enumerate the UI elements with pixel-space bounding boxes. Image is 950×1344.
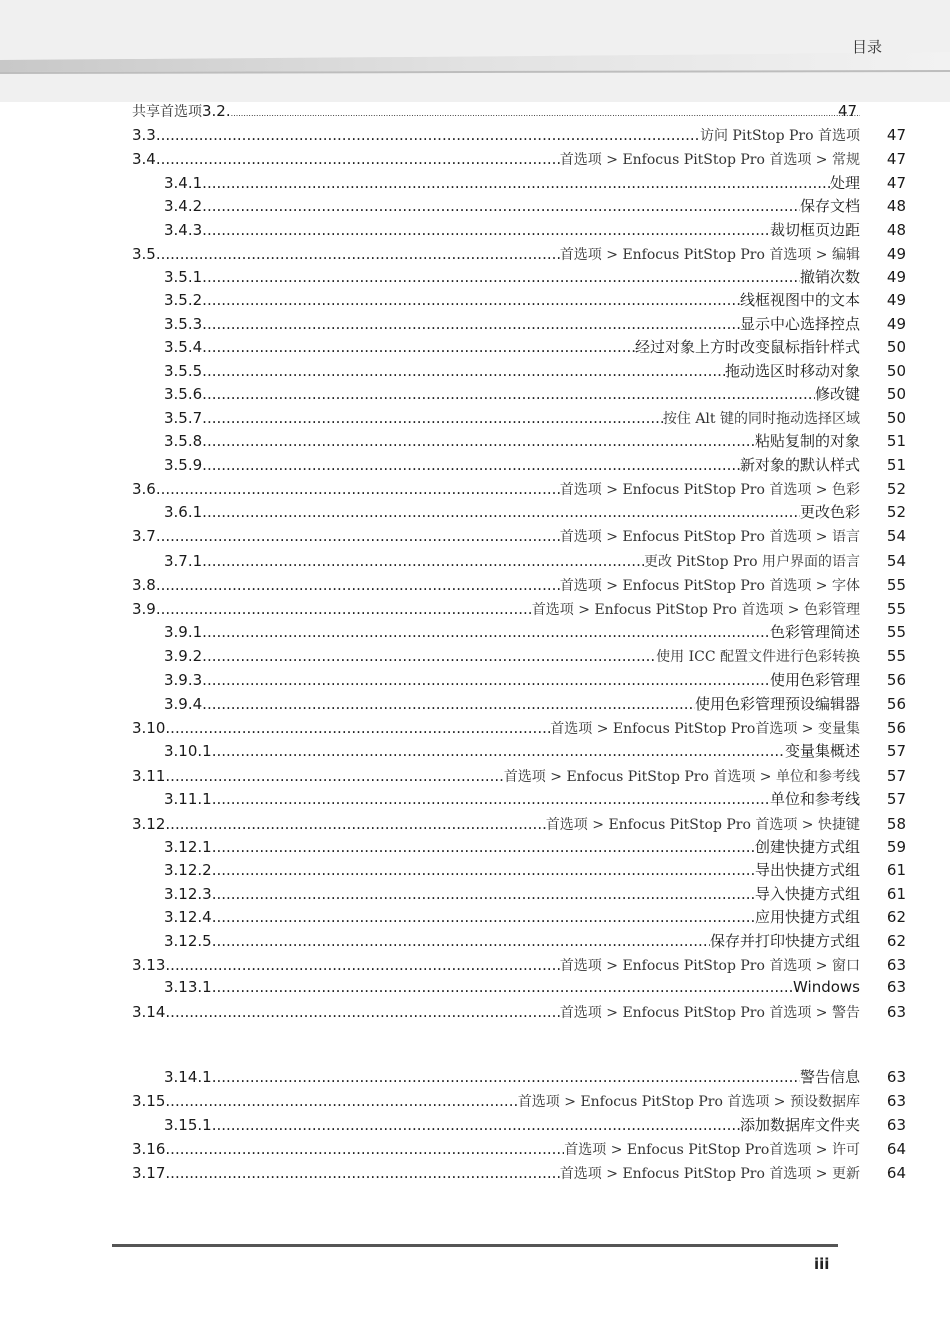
- toc-entry-title: 使用 ICC 配置文件进行色彩转换: [656, 649, 860, 665]
- toc-entry-title: 更改 PitStop Pro 用户界面的语言: [643, 554, 860, 570]
- toc-entry[interactable]: [164, 430, 860, 452]
- toc-entry-number: 3.6.1.: [164, 503, 207, 521]
- toc-entry-title: 保存文档: [799, 197, 860, 215]
- toc-leader-dots: [207, 383, 815, 405]
- toc-entry-title: 首选项 > Enfocus PitStop Pro 首选项 > 快捷键: [545, 817, 860, 833]
- toc-entry-page: 47: [838, 102, 858, 120]
- toc-entry-title: 首选项 > Enfocus PitStop Pro 首选项 > 语言: [559, 529, 860, 545]
- toc-entry-page: 55: [886, 623, 906, 641]
- toc-entry-number: 3.11.: [132, 767, 171, 785]
- toc-entry-number: 3.9.3.: [164, 671, 207, 689]
- toc-leader-dots: [216, 930, 710, 952]
- toc-entry-page: 64: [886, 1140, 906, 1158]
- toc-entry-title: 处理: [829, 174, 860, 192]
- toc-entry-number: 3.15.: [132, 1092, 171, 1110]
- toc-entry-title: 色彩管理简述: [769, 623, 860, 641]
- toc-leader-dots: [216, 740, 785, 762]
- toc-leader-dots: [170, 954, 560, 976]
- toc-entry-title: 保存并打印快捷方式组: [709, 932, 860, 950]
- toc-entry-number: 3.7.: [132, 527, 161, 545]
- toc-entry-number: 3.3.: [132, 126, 161, 144]
- toc-leader-dots: [207, 313, 740, 335]
- header-title: 目录: [851, 38, 882, 56]
- toc-leader-dots: [207, 454, 740, 476]
- toc-leader-dots: [161, 525, 560, 547]
- toc-entry[interactable]: [164, 219, 860, 241]
- toc-entry-title: 首选项 > Enfocus PitStop Pro 首选项 > 色彩管理: [531, 602, 860, 618]
- toc-entry[interactable]: [164, 195, 860, 217]
- toc-entry-number: 3.2.: [202, 102, 231, 120]
- toc-entry-number: 3.9.1.: [164, 623, 207, 641]
- footer-page-number: iii: [814, 1255, 830, 1273]
- toc-entry-title: 粘贴复制的对象: [754, 432, 860, 450]
- toc-entry[interactable]: [164, 930, 860, 952]
- toc-entry[interactable]: [164, 859, 860, 881]
- toc-entry-title: 使用色彩管理: [769, 671, 860, 689]
- toc-entry-page: 48: [886, 221, 906, 239]
- toc-leader-dots: [170, 1138, 564, 1160]
- toc-entry-number: 3.5.: [132, 245, 161, 263]
- toc-entry[interactable]: [132, 478, 860, 500]
- toc-entry-page: 64: [886, 1164, 906, 1182]
- toc-leader-dots: [161, 478, 560, 500]
- toc-entry[interactable]: [164, 836, 860, 858]
- toc-leader-dots: [207, 360, 725, 382]
- toc-entry-number: 3.12.4.: [164, 908, 217, 926]
- toc-entry-number: 3.7.1.: [164, 552, 207, 570]
- toc-entry[interactable]: [132, 717, 860, 739]
- toc-entry-number: 3.4.: [132, 150, 161, 168]
- toc-entry[interactable]: [132, 148, 860, 170]
- toc-entry-number: 3.5.6.: [164, 385, 207, 403]
- toc-entry-title: 首选项 > Enfocus PitStop Pro首选项 > 许可: [564, 1142, 860, 1158]
- toc-entry-page: 58: [886, 815, 906, 833]
- toc-entry-number: 3.11.1.: [164, 790, 217, 808]
- toc-leader-dots: [207, 669, 770, 691]
- toc-entry-title: 修改键: [814, 385, 860, 403]
- toc-entry-title: 应用快捷方式组: [754, 908, 860, 926]
- toc-entry-number: 3.14.1.: [164, 1068, 217, 1086]
- toc-entry-number: 3.9.2.: [164, 647, 207, 665]
- toc-entry-title: 首选项 > Enfocus PitStop Pro 首选项 > 常规: [559, 152, 860, 168]
- toc-entry-page: 63: [886, 1116, 906, 1134]
- toc-entry-page: 63: [886, 1068, 906, 1086]
- toc-leader-dots: [170, 813, 546, 835]
- toc-leader-dots: [170, 1090, 518, 1112]
- toc-entry[interactable]: [132, 1001, 860, 1023]
- toc-entry-title: 撤销次数: [799, 268, 860, 286]
- toc-entry-number: 3.10.: [132, 719, 171, 737]
- toc-entry-page: 54: [886, 527, 906, 545]
- toc-entry-page: 47: [886, 150, 906, 168]
- toc-entry-title: 首选项 > Enfocus PitStop Pro 首选项 > 预设数据库: [517, 1094, 860, 1110]
- toc-entry-page: 57: [886, 767, 906, 785]
- toc-entry[interactable]: [164, 454, 860, 476]
- toc-leader-dots: [161, 598, 532, 620]
- toc-entry-page: 61: [886, 885, 906, 903]
- toc-entry[interactable]: [164, 693, 860, 715]
- toc-entry-title: 单位和参考线: [769, 790, 860, 808]
- toc-entry-number: 3.15.1.: [164, 1116, 217, 1134]
- toc-leader-dots: [216, 883, 755, 905]
- toc-leader-dots: [216, 1114, 740, 1136]
- toc-entry-title: 首选项 > Enfocus PitStop Pro 首选项 > 单位和参考线: [503, 769, 860, 785]
- toc-entry-number: 3.5.9.: [164, 456, 207, 474]
- toc-entry-title: 创建快捷方式组: [754, 838, 860, 856]
- toc-leader-dots: [231, 103, 860, 125]
- toc-entry[interactable]: [164, 550, 860, 572]
- toc-entry-title: 更改色彩: [799, 503, 860, 521]
- toc-entry-page: 56: [886, 671, 906, 689]
- toc-entry-number: 3.6.: [132, 480, 161, 498]
- toc-leader-dots: [216, 859, 755, 881]
- toc-leader-dots: [170, 1162, 560, 1184]
- toc-entry-title: Windows: [793, 978, 860, 996]
- toc-entry-page: 61: [886, 861, 906, 879]
- toc-entry-page: 55: [886, 600, 906, 618]
- toc-entry[interactable]: [164, 289, 860, 311]
- toc-entry-page: 49: [886, 268, 906, 286]
- footer-rule: [112, 1244, 838, 1247]
- toc-entry-title: 访问 PitStop Pro 首选项: [699, 128, 860, 144]
- toc-leader-dots: [207, 336, 635, 358]
- toc-leader-dots: [207, 219, 770, 241]
- toc-entry-title: 导入快捷方式组: [754, 885, 860, 903]
- toc-entry-page: 51: [886, 432, 906, 450]
- toc-entry-number: 3.5.4.: [164, 338, 207, 356]
- toc-entry[interactable]: [132, 598, 860, 620]
- toc-entry-page: 56: [886, 719, 906, 737]
- toc-entry-title: 首选项 > Enfocus PitStop Pro 首选项 > 字体: [559, 578, 860, 594]
- toc-entry-page: 62: [886, 932, 906, 950]
- toc-entry-number: 3.9.4.: [164, 695, 207, 713]
- toc-entry-page: 54: [886, 552, 906, 570]
- toc-leader-dots: [170, 1001, 560, 1023]
- toc-entry-number: 3.10.1.: [164, 742, 217, 760]
- toc-entry[interactable]: [132, 813, 860, 835]
- toc-leader-dots: [170, 717, 550, 739]
- toc-entry-page: 63: [886, 1003, 906, 1021]
- toc-entry-number: 3.5.7.: [164, 409, 207, 427]
- toc-leader-dots: [207, 289, 740, 311]
- toc-entry-number: 3.5.5.: [164, 362, 207, 380]
- toc-entry-title: 线框视图中的文本: [739, 291, 860, 309]
- toc-entry[interactable]: [164, 1114, 860, 1136]
- toc-entry-title: 按住 Alt 键的同时拖动选择区域: [662, 411, 860, 427]
- toc-entry[interactable]: [164, 645, 860, 667]
- toc-entry[interactable]: [132, 525, 860, 547]
- toc-entry-number: 3.12.3.: [164, 885, 217, 903]
- toc-entry-number: 3.5.3.: [164, 315, 207, 333]
- toc-leader-dots: [207, 645, 656, 667]
- toc-entry-title: 裁切框页边距: [769, 221, 860, 239]
- toc-entry-number: 3.5.1.: [164, 268, 207, 286]
- toc-entry-title: 首选项 > Enfocus PitStop Pro 首选项 > 编辑: [559, 247, 860, 263]
- toc-entry[interactable]: [164, 883, 860, 905]
- toc-entry[interactable]: [132, 574, 860, 596]
- toc-entry-number: 3.4.3.: [164, 221, 207, 239]
- toc-entry-title: 警告信息: [799, 1068, 860, 1086]
- toc-entry-page: 49: [886, 315, 906, 333]
- toc-entry-page: 50: [886, 409, 906, 427]
- toc-entry-page: 50: [886, 338, 906, 356]
- toc-entry-page: 47: [886, 126, 906, 144]
- toc-entry-number: 3.12.1.: [164, 838, 217, 856]
- toc-leader-dots: [216, 788, 770, 810]
- toc-entry-title: 显示中心选择控点: [739, 315, 860, 333]
- toc-entry[interactable]: [164, 501, 860, 523]
- toc-entry[interactable]: [164, 266, 860, 288]
- toc-entry[interactable]: [164, 172, 860, 194]
- toc-entry-title: 添加数据库文件夹: [739, 1116, 860, 1134]
- toc-entry-title: 首选项 > Enfocus PitStop Pro 首选项 > 警告: [559, 1005, 860, 1021]
- toc-leader-dots: [207, 195, 800, 217]
- toc-entry-title: 首选项 > Enfocus PitStop Pro 首选项 > 色彩: [559, 482, 860, 498]
- toc-entry-number: 3.13.: [132, 956, 171, 974]
- toc-entry-number: 3.8.: [132, 576, 161, 594]
- toc-entry-number: 3.12.2.: [164, 861, 217, 879]
- toc-entry[interactable]: [164, 1066, 860, 1088]
- toc-entry-title: 拖动选区时移动对象: [724, 362, 860, 380]
- toc-entry-page: 63: [886, 1092, 906, 1110]
- toc-entry-title: 共享首选项: [132, 104, 202, 120]
- toc-entry-title: 首选项 > Enfocus PitStop Pro首选项 > 变量集: [550, 721, 860, 737]
- toc-entry-page: 56: [886, 695, 906, 713]
- toc-entry-page: 57: [886, 790, 906, 808]
- toc-leader-dots: [216, 836, 755, 858]
- toc-entry[interactable]: [164, 906, 860, 928]
- toc-entry-number: 3.12.5.: [164, 932, 217, 950]
- toc-leader-dots: [207, 550, 644, 572]
- toc-entry-title: 变量集概述: [784, 742, 860, 760]
- toc-entry[interactable]: [164, 336, 860, 358]
- toc-entry-page: 55: [886, 647, 906, 665]
- toc-entry-title: 导出快捷方式组: [754, 861, 860, 879]
- toc-leader-dots: [161, 124, 700, 146]
- toc-entry-page: 51: [886, 456, 906, 474]
- toc-entry-number: 3.9.: [132, 600, 161, 618]
- toc-entry[interactable]: [164, 383, 860, 405]
- toc-entry[interactable]: [132, 124, 860, 146]
- toc-leader-dots: [207, 172, 830, 194]
- toc-leader-dots: [216, 1066, 800, 1088]
- toc-entry-title: 经过对象上方时改变鼠标指针样式: [634, 338, 860, 356]
- toc-entry-number: 3.4.1.: [164, 174, 207, 192]
- toc-entry[interactable]: [132, 954, 860, 976]
- toc-entry-page: 50: [886, 385, 906, 403]
- toc-entry-title: 使用色彩管理预设编辑器: [694, 695, 860, 713]
- toc-entry-page: 57: [886, 742, 906, 760]
- toc-leader-dots: [161, 574, 560, 596]
- toc-leader-dots: [207, 430, 755, 452]
- toc-entry-page: 48: [886, 197, 906, 215]
- toc-leader-dots: [161, 148, 560, 170]
- toc-leader-dots: [207, 621, 770, 643]
- toc-leader-dots: [207, 407, 663, 429]
- toc-entry[interactable]: [132, 100, 860, 122]
- toc-entry-page: 52: [886, 503, 906, 521]
- toc-entry[interactable]: [164, 740, 860, 762]
- toc-entry-number: 3.5.8.: [164, 432, 207, 450]
- toc-entry-number: 3.16.: [132, 1140, 171, 1158]
- toc-leader-dots: [170, 765, 504, 787]
- toc-entry-page: 52: [886, 480, 906, 498]
- toc-leader-dots: [216, 976, 793, 998]
- toc-entry-number: 3.5.2.: [164, 291, 207, 309]
- toc-entry-number: 3.12.: [132, 815, 171, 833]
- toc-entry-page: 59: [886, 838, 906, 856]
- toc-leader-dots: [207, 266, 800, 288]
- toc-entry[interactable]: [164, 621, 860, 643]
- toc-entry[interactable]: [132, 243, 860, 265]
- toc-entry[interactable]: [164, 313, 860, 335]
- toc-entry-page: 63: [886, 978, 906, 996]
- toc-entry[interactable]: [132, 765, 860, 787]
- toc-entry[interactable]: [164, 407, 860, 429]
- toc-entry-number: 3.17.: [132, 1164, 171, 1182]
- toc-entry-page: 50: [886, 362, 906, 380]
- toc-entry-title: 新对象的默认样式: [739, 456, 860, 474]
- toc-entry-page: 55: [886, 576, 906, 594]
- toc-entry[interactable]: [132, 1138, 860, 1160]
- toc-entry-title: 首选项 > Enfocus PitStop Pro 首选项 > 更新: [559, 1166, 860, 1182]
- toc-entry-page: 49: [886, 291, 906, 309]
- toc-entry-number: 3.13.1.: [164, 978, 217, 996]
- toc-entry[interactable]: [132, 1090, 860, 1112]
- toc-entry-number: 3.14.: [132, 1003, 171, 1021]
- toc-leader-dots: [216, 906, 755, 928]
- toc-entry[interactable]: [132, 1162, 860, 1184]
- header-swoosh-decoration: [0, 0, 950, 102]
- toc-entry[interactable]: [164, 360, 860, 382]
- toc-leader-dots: [161, 243, 560, 265]
- toc-leader-dots: [207, 501, 800, 523]
- toc-entry[interactable]: [164, 788, 860, 810]
- toc-leader-dots: [207, 693, 695, 715]
- toc-entry-page: 49: [886, 245, 906, 263]
- toc-entry-title: 首选项 > Enfocus PitStop Pro 首选项 > 窗口: [559, 958, 860, 974]
- toc-entry-number: 3.4.2.: [164, 197, 207, 215]
- toc-entry-page: 62: [886, 908, 906, 926]
- toc-entry[interactable]: [164, 669, 860, 691]
- toc-entry-page: 63: [886, 956, 906, 974]
- page-header: [0, 0, 950, 102]
- toc-entry[interactable]: [164, 976, 860, 998]
- toc-entry-page: 47: [886, 174, 906, 192]
